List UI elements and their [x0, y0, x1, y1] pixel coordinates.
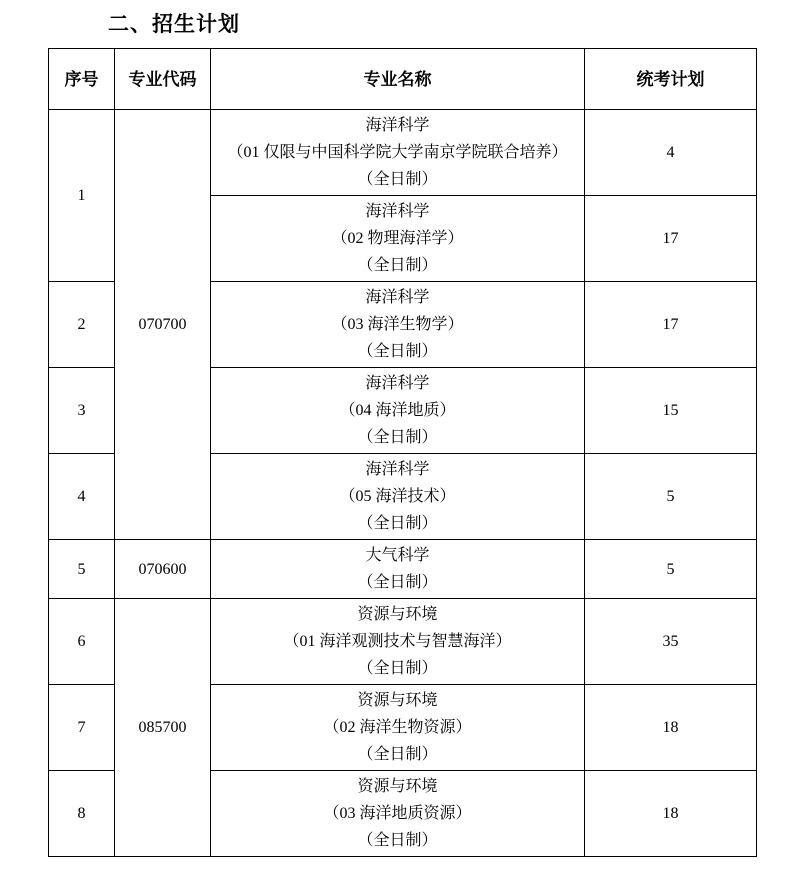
- major-study-mode-line: （全日制）: [357, 429, 438, 446]
- major-name-line: 资源与环境: [357, 778, 438, 795]
- major-direction-line: （01 海洋观测技术与智慧海洋）: [283, 633, 512, 650]
- major-name-line: 海洋科学: [365, 461, 430, 478]
- major-direction-line: （02 物理海洋学）: [331, 230, 464, 247]
- major-study-mode-line: （全日制）: [357, 343, 438, 360]
- cell-major-name: [211, 368, 585, 454]
- document-page: [0, 10, 804, 895]
- major-study-mode-line: （全日制）: [357, 257, 438, 274]
- page-title: 二、招生计划: [108, 12, 240, 36]
- major-direction-line: （01 仅限与中国科学院大学南京学院联合培养）: [227, 144, 568, 161]
- major-direction-line: （04 海洋地质）: [339, 402, 456, 419]
- cell-no: 7: [49, 685, 115, 771]
- cell-major-name: [211, 599, 585, 685]
- cell-quota: 17: [585, 196, 757, 282]
- cell-major-name: [211, 685, 585, 771]
- admission-plan-table: [48, 48, 757, 857]
- major-name-line: 大气科学: [365, 547, 430, 564]
- column-header-no: 序号: [49, 49, 115, 110]
- major-name-line: 海洋科学: [365, 203, 430, 220]
- column-header-major-code: 专业代码: [115, 49, 211, 110]
- cell-no: 5: [49, 540, 115, 599]
- major-direction-line: （05 海洋技术）: [339, 488, 456, 505]
- cell-no: 1: [49, 110, 115, 282]
- table-row: [49, 540, 757, 599]
- column-header-quota: 统考计划: [585, 49, 757, 110]
- cell-major-code: 070600: [115, 540, 211, 599]
- cell-no: 8: [49, 771, 115, 857]
- cell-quota: 35: [585, 599, 757, 685]
- major-name-line: 海洋科学: [365, 117, 430, 134]
- table-header-row: [49, 49, 757, 110]
- cell-major-name: [211, 110, 585, 196]
- major-study-mode-line: （全日制）: [357, 574, 438, 591]
- cell-quota: 15: [585, 368, 757, 454]
- major-study-mode-line: （全日制）: [357, 660, 438, 677]
- cell-major-name: [211, 771, 585, 857]
- cell-major-name: [211, 454, 585, 540]
- major-name-line: 资源与环境: [357, 606, 438, 623]
- cell-major-name: [211, 282, 585, 368]
- cell-quota: 5: [585, 454, 757, 540]
- cell-major-name: [211, 540, 585, 599]
- cell-no: 3: [49, 368, 115, 454]
- cell-quota: 17: [585, 282, 757, 368]
- cell-quota: 18: [585, 771, 757, 857]
- cell-quota: 18: [585, 685, 757, 771]
- major-name-line: 海洋科学: [365, 289, 430, 306]
- major-direction-line: （03 海洋生物学）: [331, 316, 464, 333]
- cell-quota: 5: [585, 540, 757, 599]
- cell-no: 2: [49, 282, 115, 368]
- cell-quota: 4: [585, 110, 757, 196]
- cell-major-code: 070700: [115, 110, 211, 540]
- cell-major-name: [211, 196, 585, 282]
- major-study-mode-line: （全日制）: [357, 515, 438, 532]
- major-name-line: 海洋科学: [365, 375, 430, 392]
- cell-major-code: 085700: [115, 599, 211, 857]
- table-row: [49, 110, 757, 196]
- major-direction-line: （03 海洋地质资源）: [323, 805, 472, 822]
- major-direction-line: （02 海洋生物资源）: [323, 719, 472, 736]
- column-header-major-name: 专业名称: [211, 49, 585, 110]
- major-study-mode-line: （全日制）: [357, 832, 438, 849]
- major-study-mode-line: （全日制）: [357, 171, 438, 188]
- table-row: [49, 599, 757, 685]
- cell-no: 4: [49, 454, 115, 540]
- major-name-line: 资源与环境: [357, 692, 438, 709]
- cell-no: 6: [49, 599, 115, 685]
- major-study-mode-line: （全日制）: [357, 746, 438, 763]
